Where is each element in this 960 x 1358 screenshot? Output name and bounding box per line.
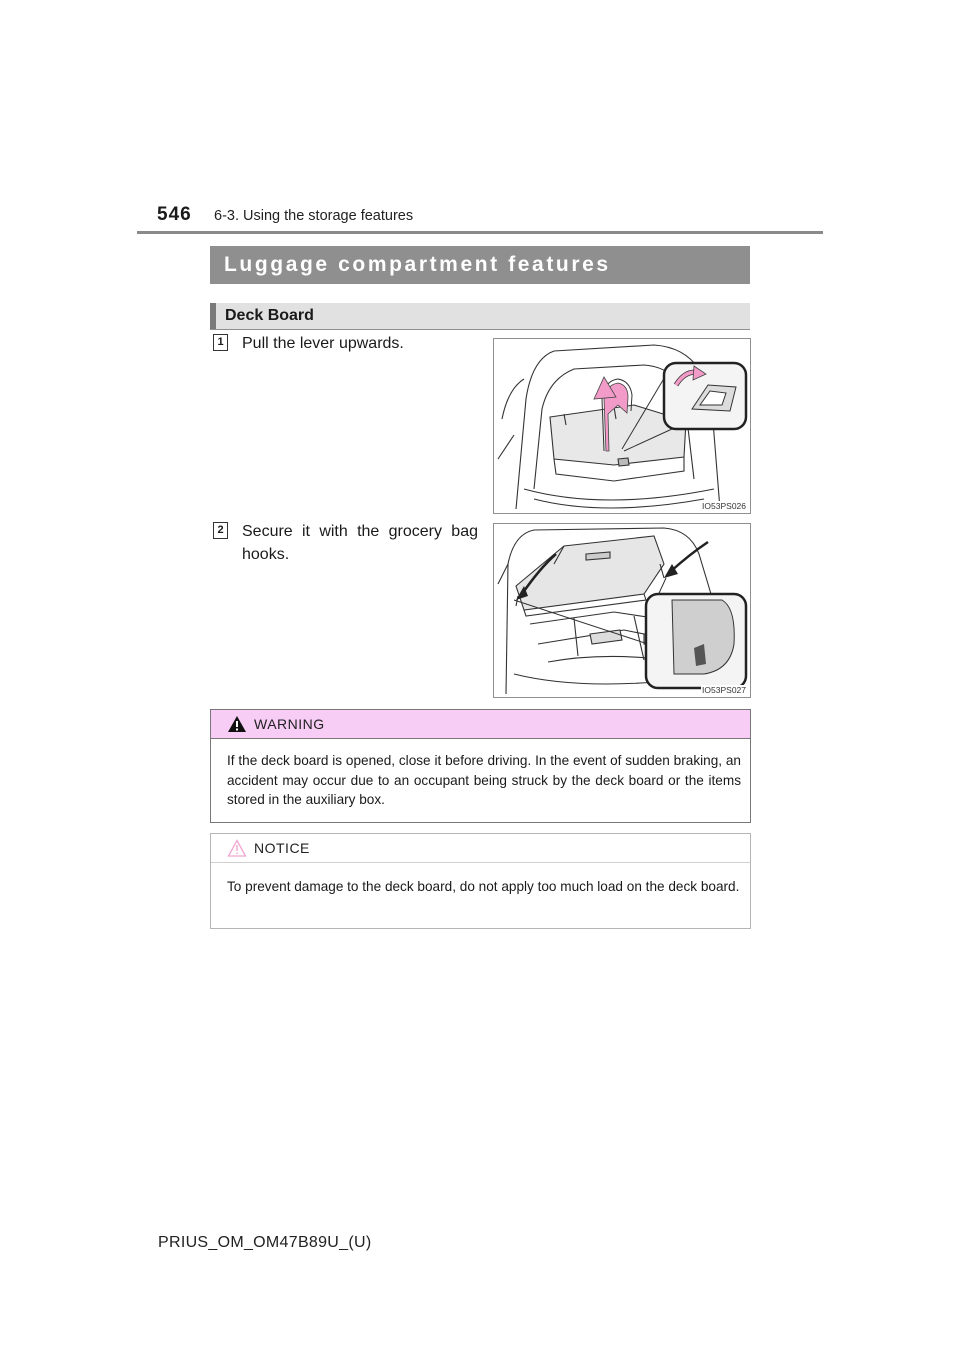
- warning-triangle-icon: [227, 715, 247, 733]
- notice-label: NOTICE: [254, 840, 310, 856]
- warning-text: If the deck board is opened, close it before driving. In the event of sudden braking, an accident may occur due to an occupant being struck by the deck board or the items stored in the auxiliary box.: [227, 753, 741, 807]
- subhead-marker: [210, 303, 216, 329]
- section-label: 6-3. Using the storage features: [214, 208, 414, 224]
- warning-box: [210, 709, 751, 823]
- figure-pull-lever: [493, 338, 751, 514]
- step-1-number: 1: [213, 334, 228, 351]
- notice-header: [211, 834, 750, 863]
- step-2-number: 2: [213, 522, 228, 539]
- step-1-text: Pull the lever upwards.: [242, 335, 404, 352]
- document-code: PRIUS_OM_OM47B89U_(U): [158, 1234, 372, 1251]
- figure-grocery-hooks: [493, 523, 751, 698]
- title-bar: [210, 246, 750, 284]
- luggage-lever-illustration: [494, 339, 750, 513]
- warning-label: WARNING: [254, 716, 325, 732]
- caution-triangle-icon: [227, 839, 247, 857]
- figure-2-code: IO53PS027: [702, 685, 746, 695]
- warning-header: [211, 710, 750, 739]
- subhead-bar: [210, 303, 750, 330]
- page-number: 546: [157, 204, 192, 225]
- grocery-hook-illustration: [494, 524, 750, 697]
- header-rule: [137, 231, 823, 234]
- step-2-text: Secure it with the grocery bag hooks.: [242, 523, 478, 563]
- subhead-title: Deck Board: [225, 307, 314, 324]
- figure-1-code: IO53PS026: [702, 501, 746, 511]
- page-title: Luggage compartment features: [224, 253, 611, 276]
- notice-box: [210, 833, 751, 929]
- notice-text: To prevent damage to the deck board, do not apply too much load on the deck board.: [227, 879, 740, 894]
